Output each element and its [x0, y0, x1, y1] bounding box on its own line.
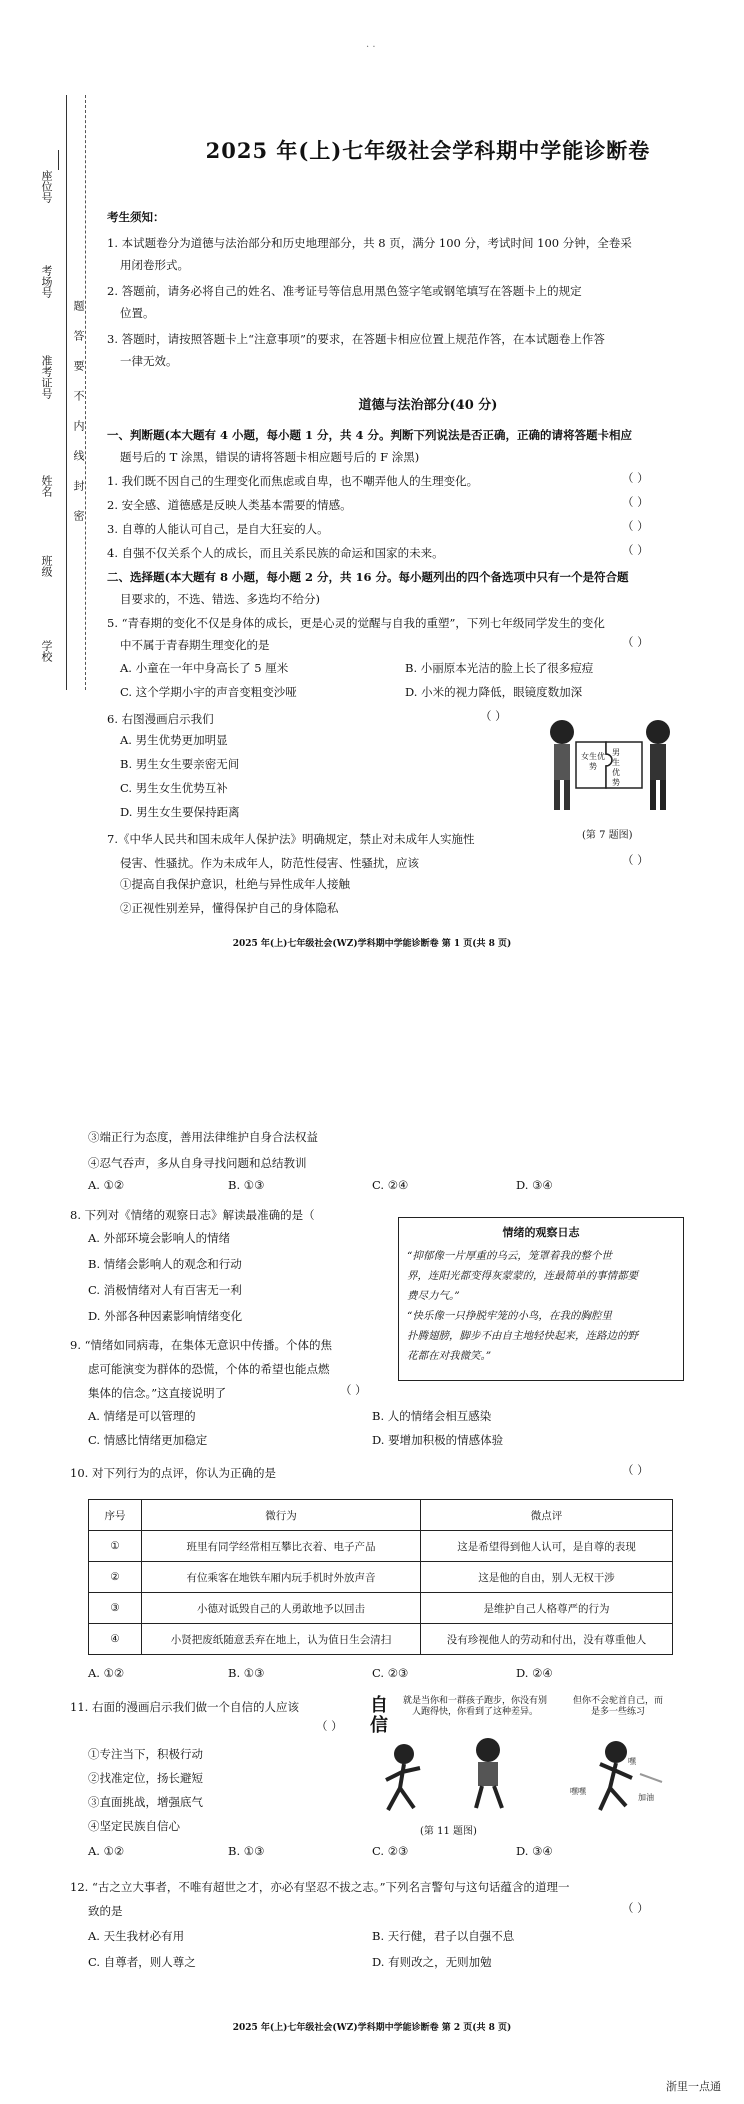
seal-char: 不 — [72, 390, 85, 401]
option: A. 天生我材必有用 — [88, 1929, 185, 1943]
question-11: 11. 右面的漫画启示我们做一个自信的人应该 — [70, 1700, 299, 1714]
puzzle-right-text: 男生优势 — [612, 748, 620, 787]
judge-intro: 题号后的 T 涂黑，错误的请将答题卡相应题号后的 F 涂黑) — [120, 450, 420, 464]
option: B. ①③ — [228, 1666, 265, 1680]
figure-caption: (第 11 题图) — [420, 1826, 477, 1837]
option: C. 男生女生优势互补 — [120, 781, 228, 795]
seal-char: 封 — [72, 480, 85, 491]
seal-char: 题 — [72, 300, 85, 311]
watermark: 浙里一点通 — [666, 2080, 721, 2093]
statement: ④坚定民族自信心 — [88, 1819, 180, 1833]
option: C. 这个学期小宇的声音变粗变沙哑 — [120, 685, 297, 699]
judge-intro: 一、判断题(本大题有 4 小题，每小题 1 分，共 4 分。判断下列说法是否正确，正确的请将答题卡相应 — [107, 428, 632, 442]
statement: ④忍气吞声，多从自身寻找问题和总结教训 — [88, 1156, 307, 1170]
option: A. 外部环境会影响人的情绪 — [88, 1231, 231, 1245]
table-header-row — [89, 1500, 673, 1531]
option: B. ①③ — [228, 1178, 265, 1192]
table-cell: ① — [89, 1531, 142, 1562]
option: A. ①② — [88, 1666, 125, 1680]
seal-char: 线 — [72, 450, 85, 461]
question-12: 12. “古之立大事者，不唯有超世之才，亦必有坚忍不拔之志。”下列名言警句与这句话蕴含的道理一 — [70, 1880, 570, 1894]
diary-title: 情绪的观察日志 — [502, 1226, 580, 1239]
option: D. 男生女生要保持距离 — [120, 805, 240, 819]
class-label: 班级 — [40, 555, 53, 577]
statement: ①专注当下，积极行动 — [88, 1747, 203, 1761]
figure-caption: (第 7 题图) — [582, 830, 633, 841]
question-7: 7.《中华人民共和国未成年人保护法》明确规定，禁止对未成年人实施性 — [107, 832, 475, 846]
puzzle-left-text: 女生优势 — [581, 752, 605, 771]
section-title: 道德与法治部分(40 分) — [358, 398, 498, 413]
statement: ②正视性别差异，懂得保护自己的身体隐私 — [120, 901, 339, 915]
question-9: 集体的信念。”这直接说明了 — [88, 1386, 227, 1400]
binding-line — [66, 95, 67, 690]
option: D. ③④ — [516, 1178, 553, 1192]
question-6: 6. 右图漫画启示我们 — [107, 712, 214, 726]
choice-intro: 二、选择题(本大题有 8 小题，每小题 2 分，共 16 分。每小题列出的四个备选项中只有一个是符合题 — [107, 570, 629, 584]
option: D. 有则改之，无则加勉 — [372, 1955, 492, 1969]
option: C. 自尊者，则人尊之 — [88, 1955, 196, 1969]
table-cell: ② — [89, 1562, 142, 1593]
table-cell: 这是他的自由，别人无权干涉 — [421, 1562, 673, 1593]
table-cell: ④ — [89, 1624, 142, 1655]
option: A. 情绪是可以管理的 — [88, 1409, 196, 1423]
cartoon-sound: 加油 — [638, 1793, 654, 1802]
notice-item: 1. 本试题卷分为道德与法治部分和历史地理部分，共 8 页，满分 100 分，考试时间 100 分钟，全卷采 — [107, 236, 632, 250]
table-cell: 是维护自己人格尊严的行为 — [421, 1593, 673, 1624]
option: B. 人的情绪会相互感染 — [372, 1409, 492, 1423]
option: A. ①② — [88, 1178, 125, 1192]
question-12: 致的是 — [88, 1904, 123, 1918]
table-header: 序号 — [89, 1500, 142, 1531]
question-j2: 2. 安全感、道德感是反映人类基本需要的情感。 — [107, 498, 352, 512]
option: C. ②③ — [372, 1844, 409, 1858]
speech-bubble: 就是当你和一群孩子跑步，你没有别人跑得快，你看到了这种差异。 — [402, 1696, 547, 1717]
cartoon-word: 自信 — [370, 1695, 388, 1736]
table-cell: 班里有同学经常相互攀比衣着、电子产品 — [142, 1531, 421, 1562]
answer-paren: （ ） — [622, 1463, 649, 1477]
page-footer: 2025 年(上)七年级社会(WZ)学科期中学能诊断卷 第 1 页(共 8 页) — [232, 939, 512, 949]
diary-line: 扑腾翅膀，脚步不由自主地轻快起来，连路边的野 — [407, 1330, 638, 1342]
statement: ②找准定位，扬长避短 — [88, 1771, 203, 1785]
answer-paren: （ ） — [622, 1901, 649, 1915]
table-row — [89, 1531, 673, 1562]
option: C. ②③ — [372, 1666, 409, 1680]
seal-char: 答 — [72, 330, 85, 341]
option: B. 男生女生要亲密无间 — [120, 757, 240, 771]
option: B. ①③ — [228, 1844, 265, 1858]
option: C. 消极情绪对人有百害无一利 — [88, 1283, 242, 1297]
table-header: 微点评 — [421, 1500, 673, 1531]
notice-heading: 考生须知： — [107, 210, 165, 224]
diary-line: 花都在对我微笑。” — [407, 1350, 492, 1362]
diary-line: 界，连阳光都变得灰蒙蒙的，连最简单的事情都要 — [407, 1270, 638, 1282]
statement: ①提高自我保护意识，杜绝与异性成年人接触 — [120, 877, 350, 891]
table-cell: ③ — [89, 1593, 142, 1624]
question-8: 8. 下列对《情绪的观察日志》解读最准确的是（ — [70, 1208, 315, 1222]
school-label: 学校 — [40, 640, 53, 662]
cartoon-sound: 嘿 — [628, 1757, 636, 1766]
option: A. ①② — [88, 1844, 125, 1858]
question-j4: 4. 自强不仅关系个人的成长，而且关系民族的命运和国家的未来。 — [107, 546, 444, 560]
statement: ③直面挑战，增强底气 — [88, 1795, 203, 1809]
answer-paren: （ ） — [480, 709, 507, 723]
question-9: 虑可能演变为群体的恐慌，个体的希望也能点燃 — [88, 1362, 330, 1376]
choice-intro: 目要求的，不选、错选、多选均不给分) — [120, 592, 320, 606]
question-5: 中不属于青春期生理变化的是 — [120, 638, 270, 652]
header-mark: · · — [366, 42, 376, 53]
question-10: 10. 对下列行为的点评，你认为正确的是 — [70, 1466, 276, 1480]
answer-paren: （ ） — [622, 519, 649, 533]
page-footer: 2025 年(上)七年级社会(WZ)学科期中学能诊断卷 第 2 页(共 8 页) — [232, 2023, 512, 2033]
question-5: 5. “青春期的变化不仅是身体的成长，更是心灵的觉醒与自我的重塑”，下列七年级同学发生的变化 — [107, 616, 605, 630]
diary-box — [398, 1217, 684, 1381]
table-cell: 小德对诋毁自己的人勇敢地予以回击 — [142, 1593, 421, 1624]
notice-item: 用闭卷形式。 — [120, 258, 189, 272]
answer-paren: （ ） — [622, 543, 649, 557]
table-row — [89, 1593, 673, 1624]
table-row — [89, 1562, 673, 1593]
option: D. ③④ — [516, 1844, 553, 1858]
ticket-label: 准考证号 — [40, 355, 53, 399]
page-title: 2025 年(上)七年级社会学科期中学能诊断卷 — [205, 138, 651, 163]
option: A. 小童在一年中身高长了 5 厘米 — [120, 661, 289, 675]
answer-paren: （ ） — [622, 635, 649, 649]
speech-bubble: 但你不会驼首自己，而是多一些练习 — [572, 1696, 663, 1717]
exam-room-label: 考场号 — [40, 265, 53, 298]
table-row — [89, 1624, 673, 1655]
option: D. 要增加积极的情感体验 — [372, 1433, 504, 1447]
table-header: 微行为 — [142, 1500, 421, 1531]
question-j1: 1. 我们既不因自己的生理变化而焦虑或自卑，也不嘲弄他人的生理变化。 — [107, 474, 479, 488]
answer-paren: （ ） — [622, 471, 649, 485]
option: B. 情绪会影响人的观念和行动 — [88, 1257, 242, 1271]
notice-item: 位置。 — [120, 306, 155, 320]
option: D. 小米的视力降低，眼镜度数加深 — [405, 685, 583, 699]
diary-line: “抑郁像一片厚重的乌云，笼罩着我的整个世 — [407, 1250, 612, 1262]
table-cell: 小贤把废纸随意丢弃在地上，认为值日生会清扫 — [142, 1624, 421, 1655]
question-j3: 3. 自尊的人能认可自己，是自大狂妄的人。 — [107, 522, 329, 536]
seat-label: 座位号 — [40, 170, 53, 203]
table-cell: 有位乘客在地铁车厢内玩手机时外放声音 — [142, 1562, 421, 1593]
confidence-cartoon — [370, 1696, 670, 1816]
option: B. 天行健，君子以自强不息 — [372, 1929, 515, 1943]
cartoon-sound: 嘿嘿 — [570, 1787, 586, 1796]
notice-item: 3. 答题时，请按照答题卡上“注意事项”的要求，在答题卡相应位置上规范作答，在本试题卷上作答 — [107, 332, 605, 346]
answer-paren: （ ） — [340, 1383, 367, 1397]
statement: ③端正行为态度，善用法律维护自身合法权益 — [88, 1130, 318, 1144]
option: D. 外部各种因素影响情绪变化 — [88, 1309, 243, 1323]
question-7: 侵害、性骚扰。作为未成年人，防范性侵害、性骚扰，应该 — [120, 856, 419, 870]
diary-line: “快乐像一只挣脱牢笼的小鸟，在我的胸腔里 — [407, 1310, 612, 1322]
notice-item: 2. 答题前，请务必将自己的姓名、准考证号等信息用黑色签字笔或钢笔填写在答题卡上的规定 — [107, 284, 582, 298]
option: A. 男生优势更加明显 — [120, 733, 228, 747]
table-cell: 这是希望得到他人认可，是自尊的表现 — [421, 1531, 673, 1562]
option: C. 情感比情绪更加稳定 — [88, 1433, 208, 1447]
option: C. ②④ — [372, 1178, 409, 1192]
notice-item: 一律无效。 — [120, 354, 178, 368]
option: B. 小丽原本光洁的脸上长了很多痘痘 — [405, 661, 594, 675]
behavior-table — [88, 1499, 673, 1655]
diary-body — [407, 1246, 675, 1366]
seal-char: 密 — [72, 510, 85, 521]
name-label: 姓名 — [40, 475, 53, 497]
diary-line: 费尽力气。” — [407, 1290, 460, 1302]
seal-char: 要 — [72, 360, 85, 371]
puzzle-cartoon — [540, 712, 680, 820]
running-children-icon — [370, 1734, 670, 1816]
answer-paren: （ ） — [622, 495, 649, 509]
answer-paren: （ ） — [316, 1719, 343, 1733]
seal-char: 内 — [72, 420, 85, 431]
question-9: 9. “情绪如同病毒，在集体无意识中传播。个体的焦 — [70, 1338, 333, 1352]
option: D. ②④ — [516, 1666, 553, 1680]
page-1 — [0, 0, 744, 960]
answer-paren: （ ） — [622, 853, 649, 867]
table-cell: 没有珍视他人的劳动和付出，没有尊重他人 — [421, 1624, 673, 1655]
